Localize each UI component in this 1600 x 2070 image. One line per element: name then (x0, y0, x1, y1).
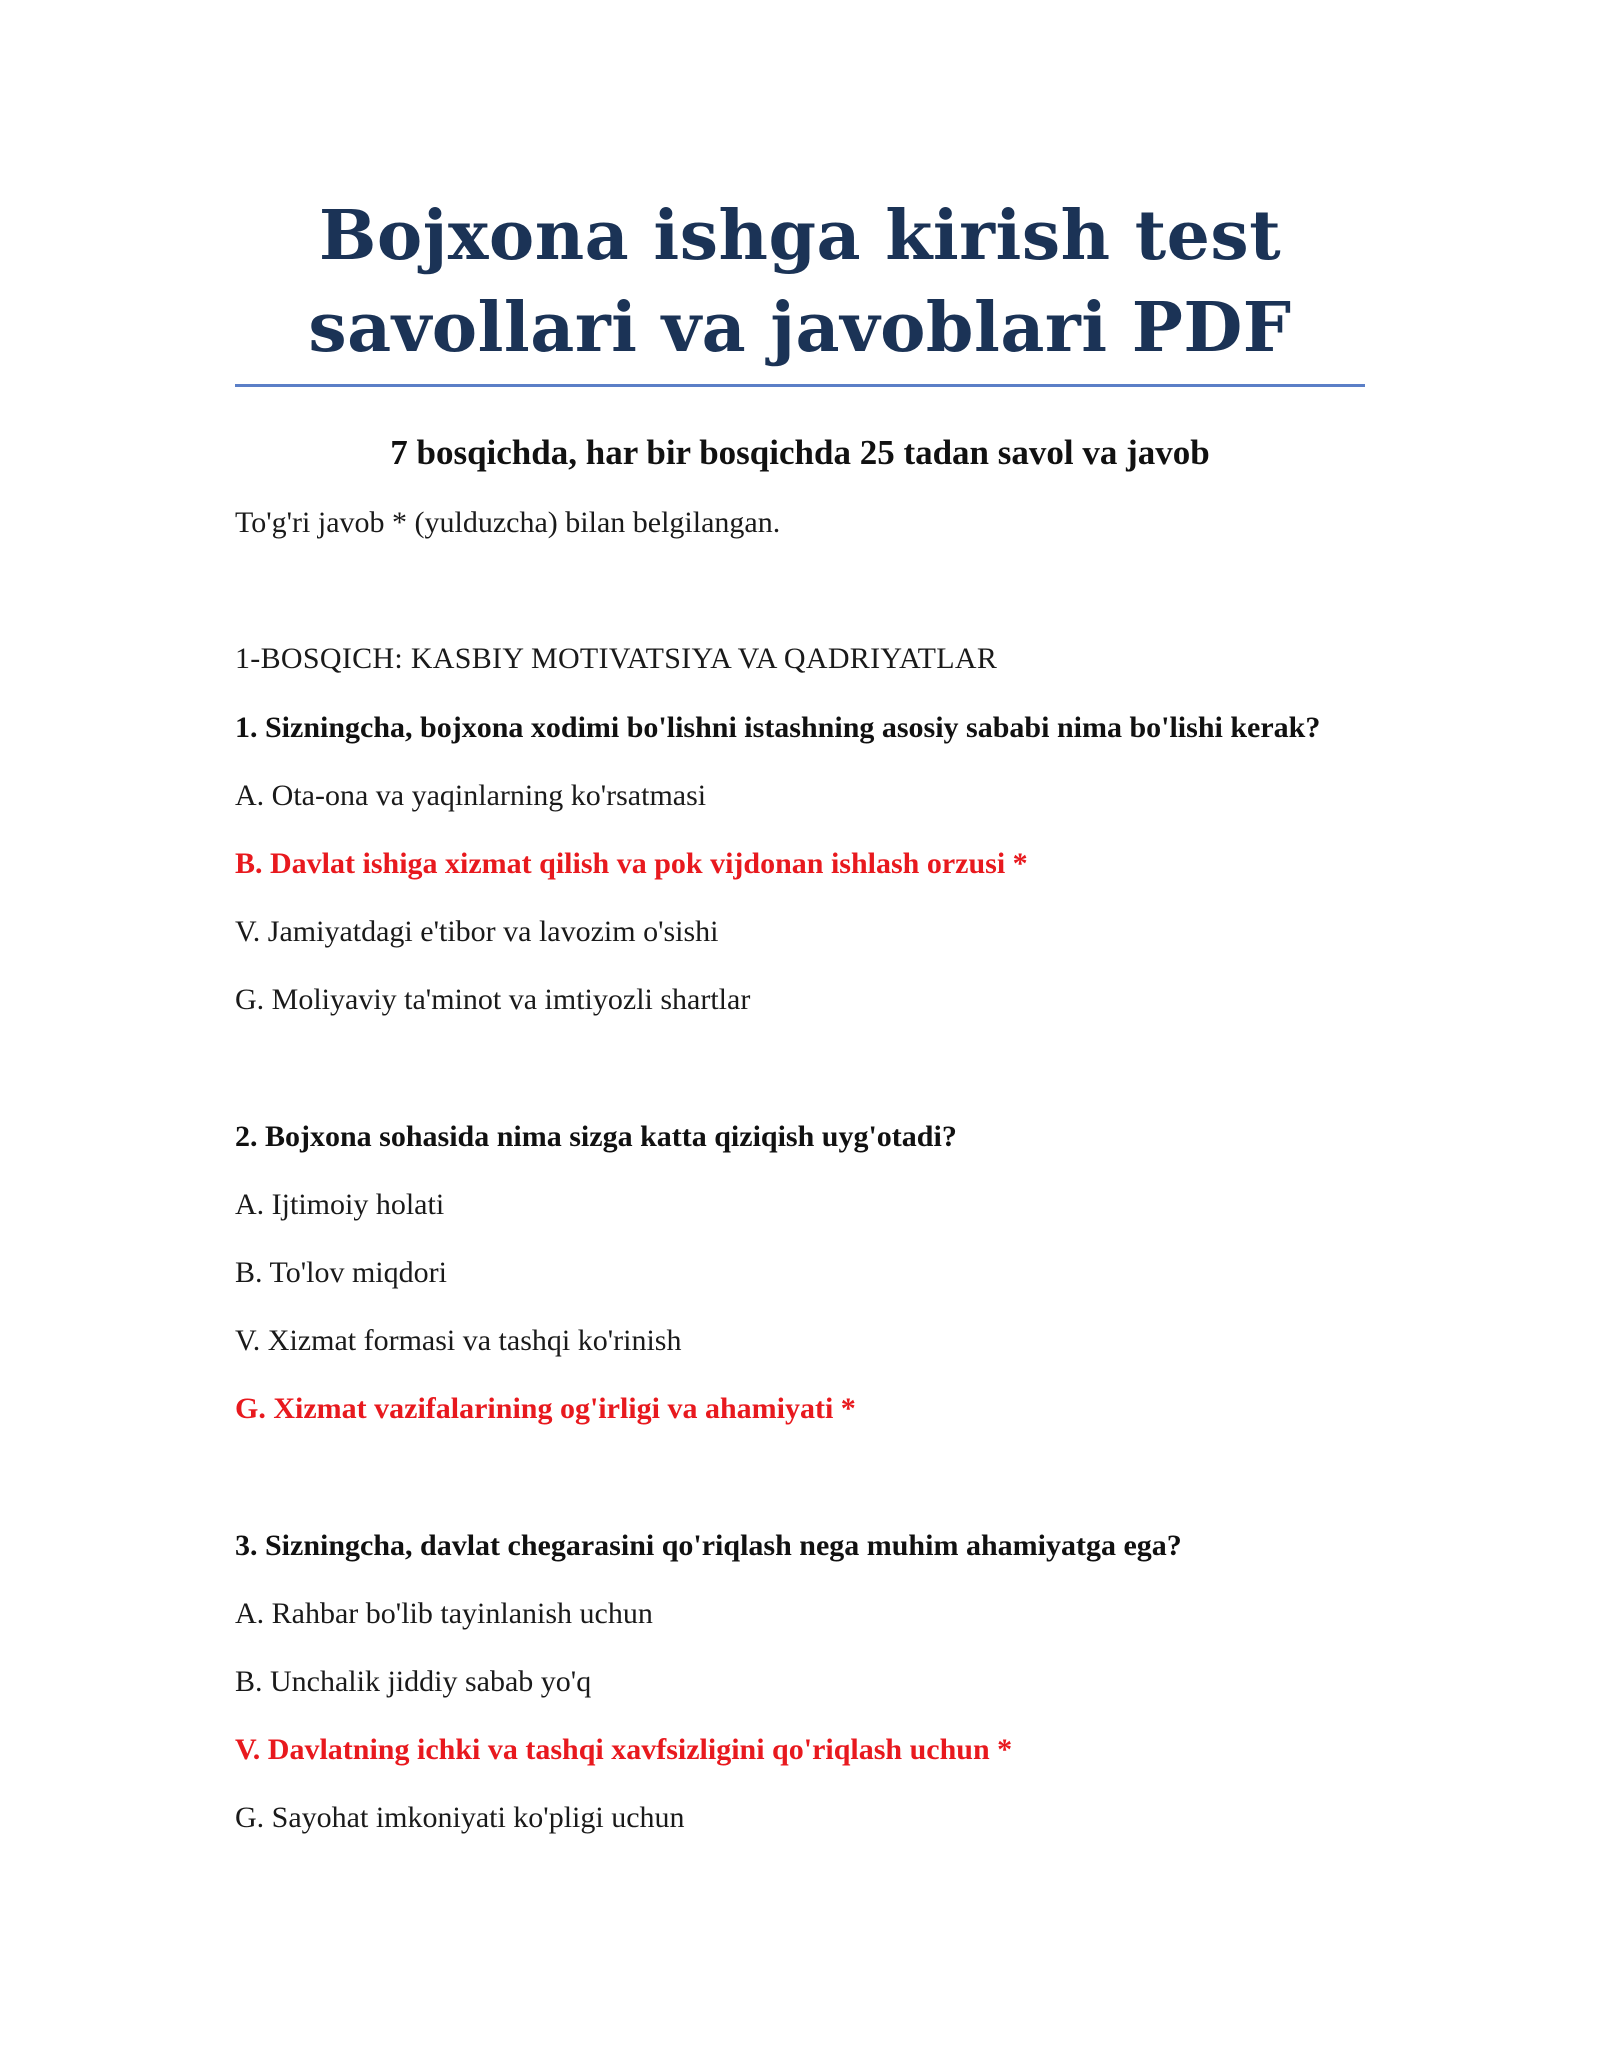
option-v: V. Xizmat formasi va tashqi ko'rinish (235, 1324, 682, 1357)
question-text: 1. Sizningcha, bojxona xodimi bo'lishni istashning asosiy sababi nima bo'lishi kerak? (235, 711, 1321, 744)
document-title (235, 0, 1365, 374)
document-subtitle: 7 bosqichda, har bir bosqichda 25 tadan savol va javob (390, 433, 1210, 472)
title-line-2: savollari va javoblari PDF (308, 288, 1292, 368)
option-b: B. To'lov miqdori (235, 1256, 447, 1289)
option-b: B. Unchalik jiddiy sabab yo'q (235, 1665, 592, 1698)
option-v-correct: V. Davlatning ichki va tashqi xavfsizligini qo'riqlash uchun * (235, 1733, 1013, 1766)
option-a: A. Ota-ona va yaqinlarning ko'rsatmasi (235, 779, 707, 812)
option-v: V. Jamiyatdagi e'tibor va lavozim o'sishi (235, 915, 719, 948)
stage-heading: 1-BOSQICH: KASBIY MOTIVATSIYA VA QADRIYATLAR (235, 642, 998, 675)
option-g: G. Sayohat imkoniyati ko'pligi uchun (235, 1801, 685, 1834)
question-block-3 (235, 1525, 1365, 1838)
option-g: G. Moliyaviy ta'minot va imtiyozli shartlar (235, 983, 751, 1016)
option-a: A. Rahbar bo'lib tayinlanish uchun (235, 1597, 653, 1630)
answer-key-note: To'g'ri javob * (yulduzcha) bilan belgilangan. (235, 506, 781, 539)
title-line-1: Bojxona ishga kirish test (318, 196, 1282, 276)
question-text: 2. Bojxona sohasida nima sizga katta qiziqish uyg'otadi? (235, 1120, 957, 1153)
document-page (235, 0, 1365, 1838)
option-a: A. Ijtimoiy holati (235, 1188, 445, 1221)
question-text: 3. Sizningcha, davlat chegarasini qo'riqlash nega muhim ahamiyatga ega? (235, 1529, 1182, 1562)
question-block-1 (235, 707, 1365, 1020)
title-divider (235, 384, 1365, 387)
option-g-correct: G. Xizmat vazifalarining og'irligi va ahamiyati * (235, 1392, 856, 1425)
option-b-correct: B. Davlat ishiga xizmat qilish va pok vijdonan ishlash orzusi * (235, 847, 1028, 880)
question-block-2 (235, 1116, 1365, 1429)
